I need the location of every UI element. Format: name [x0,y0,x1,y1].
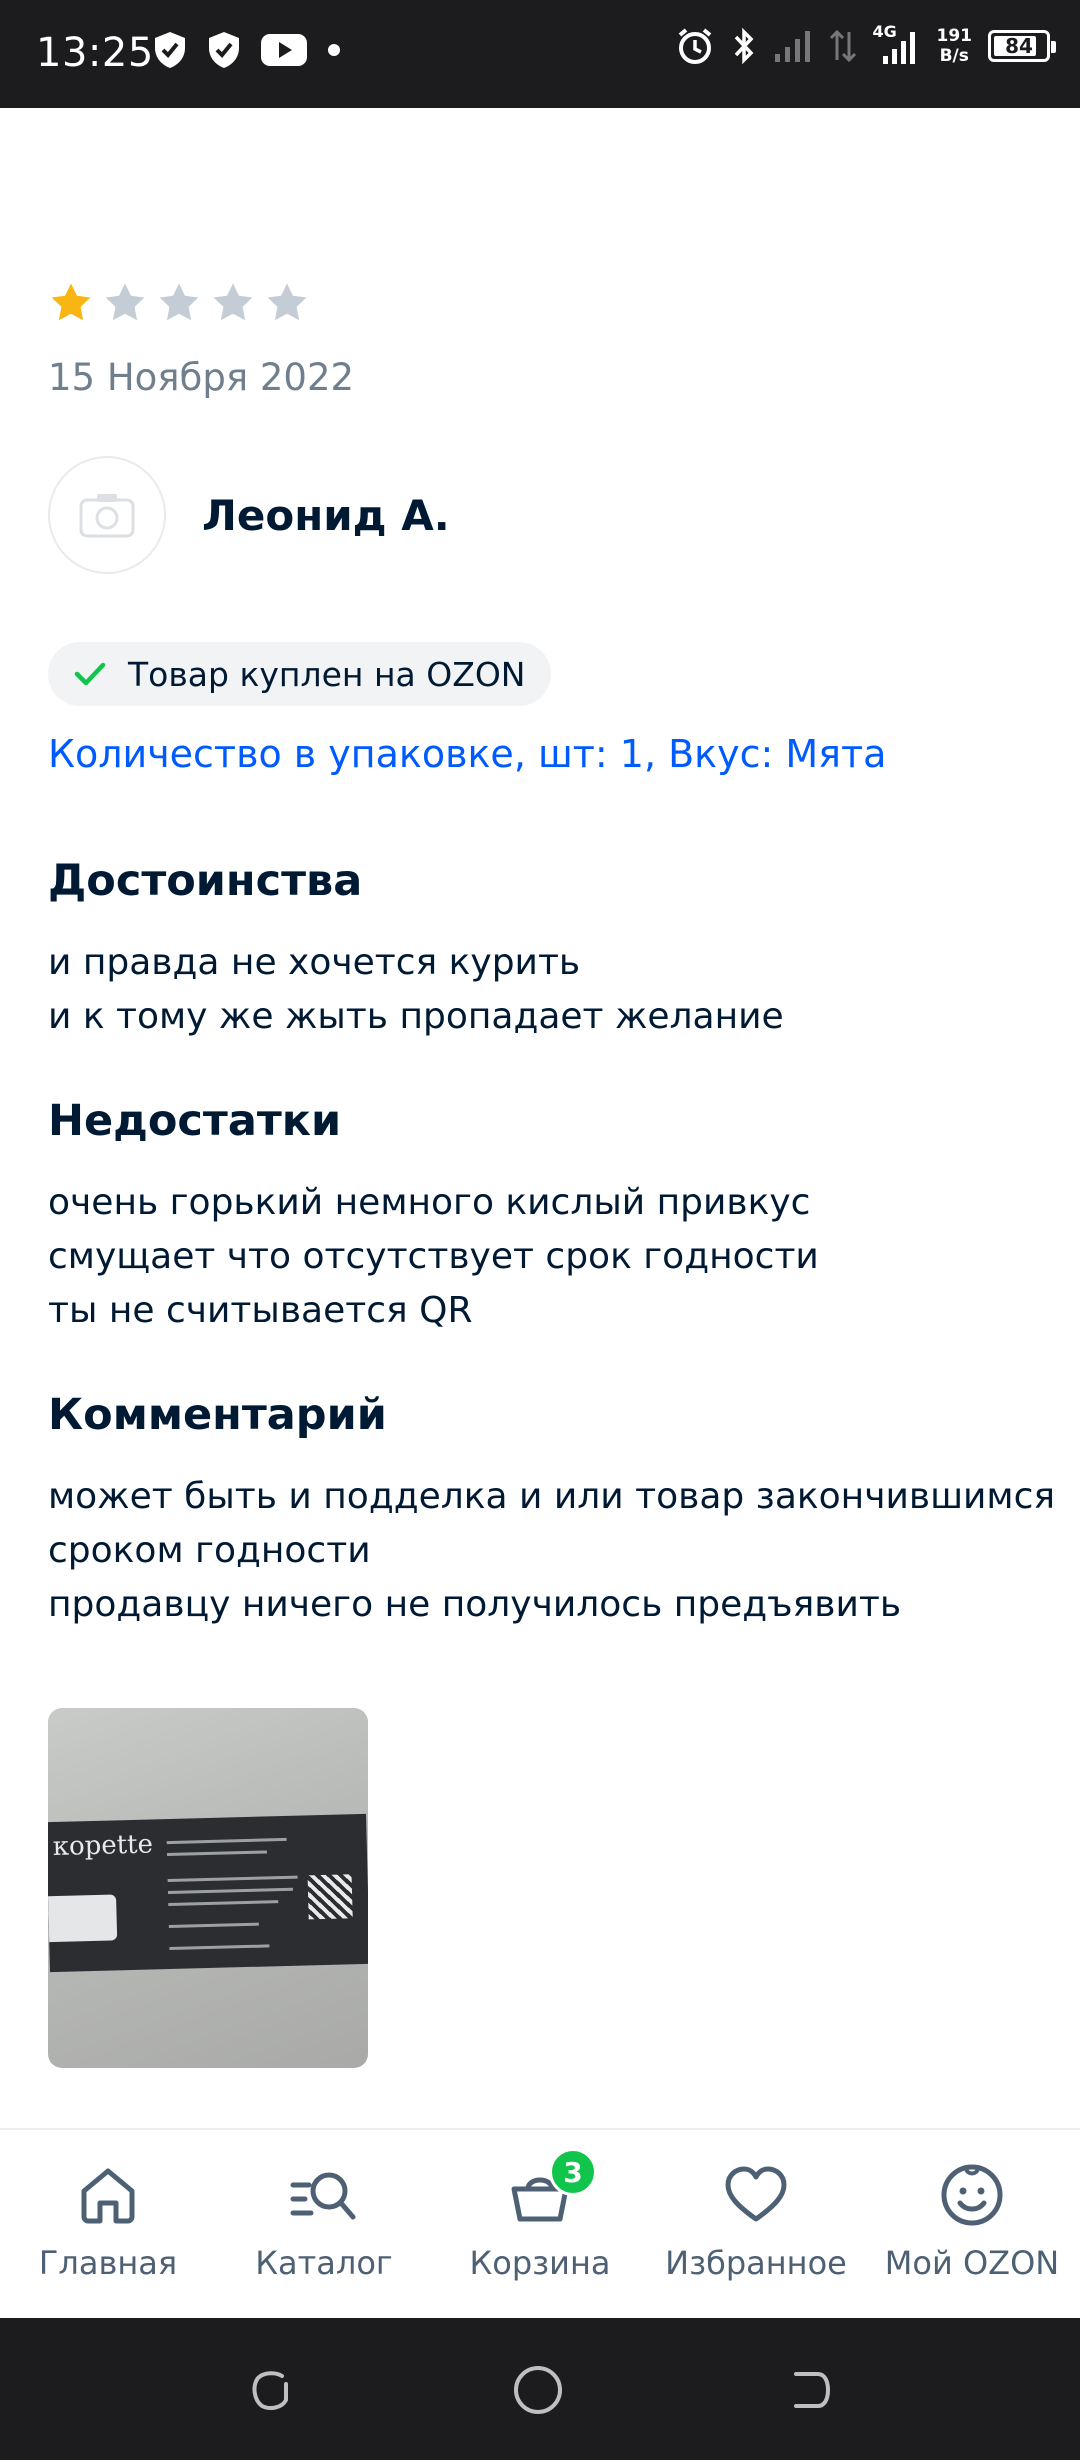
nav-catalog-label: Каталог [255,2244,393,2282]
avatar [48,456,166,574]
star-empty-icon [156,280,202,326]
photo-text-line [167,1850,267,1856]
pros-line: и к тому же жыть пропадает желание [48,996,784,1037]
comment-line: может быть и подделка и или товар закончившимся [48,1476,1056,1517]
photo-text-line [168,1900,278,1906]
star-empty-icon [210,280,256,326]
signal-weak-icon [773,28,813,64]
photo-text-line [168,1876,298,1882]
back-button[interactable] [784,2364,836,2416]
star-empty-icon [102,280,148,326]
nav-cart[interactable] [432,2130,648,2320]
photo-text-line [167,1838,287,1844]
author-name: Леонид А. [202,490,450,540]
cons-line: смущает что отсутствует срок годности [48,1236,819,1277]
speed-value: 191 [936,26,972,46]
camera-placeholder-icon [77,490,137,540]
nav-my-ozon-label: Мой OZON [884,2244,1060,2282]
smile-icon [937,2160,1007,2230]
back-icon [786,2366,834,2414]
photo-white-label [48,1894,117,1942]
review-date: 15 Ноября 2022 [48,356,355,399]
review-content [0,108,1080,2128]
photo-product-box [48,1814,368,1972]
cons-title: Недостатки [48,1096,342,1146]
status-right-icons [675,22,1051,66]
photo-text-line [168,1888,293,1894]
recent-apps-icon [246,2366,294,2414]
youtube-icon [260,32,308,68]
bought-badge-label: Товар куплен на OZON [128,654,526,694]
cons-line: очень горький немного кислый привкус [48,1182,811,1223]
bought-on-ozon-badge [48,642,551,706]
bluetooth-icon [731,26,757,66]
signal-4g-icon [872,22,921,66]
photo-qr-code [308,1874,353,1919]
photo-brand-text: корette [52,1829,154,1863]
home-system-button[interactable] [512,2364,564,2416]
author-block [48,456,450,574]
cons-text [48,1176,1048,1338]
nav-home[interactable] [0,2130,216,2320]
nav-home-label: Главная [38,2244,178,2282]
home-icon [73,2160,143,2230]
nav-favorites[interactable] [648,2130,864,2320]
photo-text-line [169,1944,269,1950]
pros-line: и правда не хочется курить [48,942,581,983]
nav-catalog[interactable] [216,2130,432,2320]
dot-icon [326,42,342,58]
heart-icon [721,2160,791,2230]
pros-title: Достоинства [48,856,363,906]
catalog-search-icon [289,2160,359,2230]
nav-favorites-label: Избранное [665,2244,847,2282]
status-bar [0,0,1080,108]
shield-check-icon [206,30,242,70]
status-left-icons [152,30,342,70]
cart-count-badge: 3 [549,2148,597,2196]
check-icon [74,661,106,687]
star-empty-icon [264,280,310,326]
pros-text [48,936,1048,1044]
comment-line: сроком годности [48,1530,371,1571]
bottom-navigation [0,2128,1080,2318]
system-navigation-bar [0,2318,1080,2460]
photo-text-line [169,1923,259,1928]
battery-icon [988,30,1050,62]
comment-line: продавцу ничего не получилось предъявить [48,1584,902,1625]
speed-unit: B/s [939,46,969,66]
data-arrows-icon [829,28,857,64]
nav-cart-label: Корзина [469,2244,611,2282]
recent-apps-button[interactable] [244,2364,296,2416]
rating-stars [48,280,310,326]
cons-line: ты не считывается QR [48,1290,473,1331]
comment-title: Комментарий [48,1390,387,1440]
network-type: 4G [872,22,897,41]
shield-check-icon [152,30,188,70]
basket-icon [505,2155,583,2230]
variant-link[interactable]: Количество в упаковке, шт: 1, Вкус: Мята [48,732,887,776]
home-circle-icon [512,2364,564,2416]
alarm-icon [675,26,715,66]
battery-level: 84 [1005,34,1033,58]
comment-text [48,1470,1056,1632]
nav-my-ozon[interactable] [864,2130,1080,2320]
review-photo[interactable] [48,1708,368,2068]
status-time: 13:25 [36,30,154,76]
network-speed [937,26,973,66]
star-filled-icon [48,280,94,326]
